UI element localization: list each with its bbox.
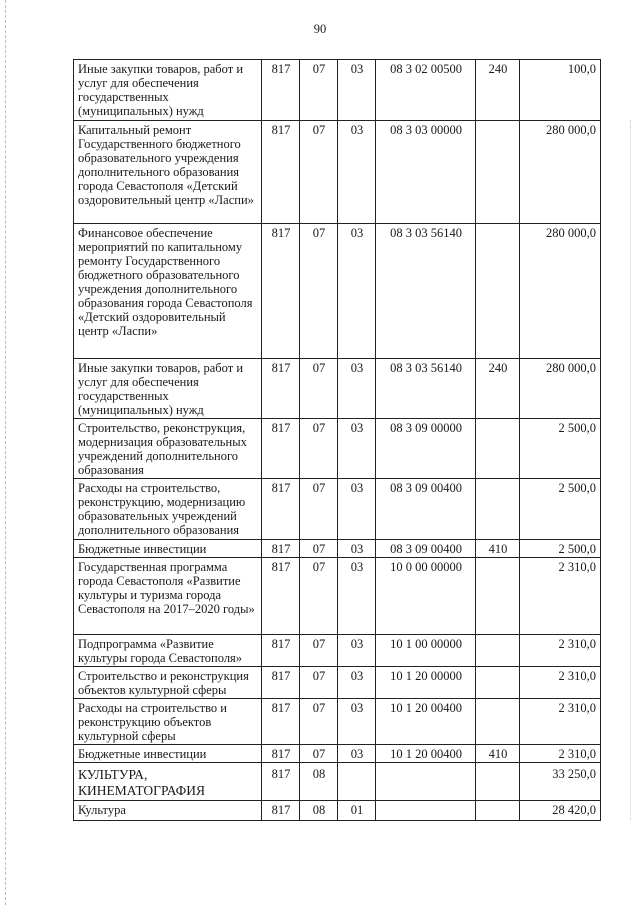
row-pr: 03 [338, 224, 376, 359]
row-csr: 08 3 09 00000 [376, 419, 476, 479]
row-vr: 410 [476, 745, 520, 763]
row-rz: 07 [300, 479, 338, 540]
row-csr: 08 3 09 00400 [376, 540, 476, 558]
row-name: Строительство и реконструкция объектов культурной сферы [74, 667, 262, 699]
row-vr [476, 801, 520, 821]
row-rz: 08 [300, 763, 338, 801]
row-ved: 817 [262, 558, 300, 635]
row-csr: 10 1 20 00400 [376, 745, 476, 763]
scan-edge-right [630, 120, 632, 820]
row-vr [476, 699, 520, 745]
row-vr [476, 763, 520, 801]
row-vr [476, 419, 520, 479]
row-vr [476, 121, 520, 224]
row-ved: 817 [262, 699, 300, 745]
row-name: Государственная программа города Севастополя «Развитие культуры и туризма города Севастополя на 2017–2020 годы» [74, 558, 262, 635]
row-vr: 240 [476, 359, 520, 419]
row-pr: 03 [338, 558, 376, 635]
row-rz: 07 [300, 745, 338, 763]
row-sum: 2 310,0 [520, 635, 601, 667]
row-ved: 817 [262, 224, 300, 359]
row-sum: 280 000,0 [520, 359, 601, 419]
row-pr: 01 [338, 801, 376, 821]
row-name: Иные закупки товаров, работ и услуг для обеспечения государственных (муниципальных) нужд [74, 60, 262, 121]
row-ved: 817 [262, 763, 300, 801]
row-name: Расходы на строительство, реконструкцию, модернизацию образовательных учреждений дополнительного образования [74, 479, 262, 540]
table-row [74, 359, 601, 419]
row-ved: 817 [262, 60, 300, 121]
row-name: КУЛЬТУРА, КИНЕМАТОГРАФИЯ [74, 763, 262, 801]
row-pr: 03 [338, 540, 376, 558]
row-ved: 817 [262, 801, 300, 821]
row-rz: 07 [300, 224, 338, 359]
row-pr: 03 [338, 121, 376, 224]
row-csr [376, 763, 476, 801]
row-csr: 08 3 03 00000 [376, 121, 476, 224]
row-rz: 07 [300, 635, 338, 667]
row-name: Культура [74, 801, 262, 821]
row-ved: 817 [262, 419, 300, 479]
row-rz: 07 [300, 667, 338, 699]
row-ved: 817 [262, 635, 300, 667]
row-name: Бюджетные инвестиции [74, 540, 262, 558]
row-pr: 03 [338, 60, 376, 121]
row-rz: 07 [300, 419, 338, 479]
row-sum: 100,0 [520, 60, 601, 121]
table-row [74, 121, 601, 224]
row-sum: 280 000,0 [520, 224, 601, 359]
row-rz: 07 [300, 60, 338, 121]
budget-table [73, 59, 601, 821]
table-row [74, 224, 601, 359]
row-name: Финансовое обеспечение мероприятий по капитальному ремонту Государственного бюджетного образовательного учреждения дополнительного образования города Севастополя «Детский оздоровительный центр «Ласпи» [74, 224, 262, 359]
row-sum: 2 310,0 [520, 745, 601, 763]
row-sum: 2 310,0 [520, 667, 601, 699]
row-name: Расходы на строительство и реконструкцию объектов культурной сферы [74, 699, 262, 745]
row-sum: 33 250,0 [520, 763, 601, 801]
row-csr: 10 1 20 00400 [376, 699, 476, 745]
row-name: Иные закупки товаров, работ и услуг для обеспечения государственных (муниципальных) нужд [74, 359, 262, 419]
row-pr: 03 [338, 419, 376, 479]
table-row [74, 479, 601, 540]
row-sum: 2 310,0 [520, 699, 601, 745]
row-name: Подпрограмма «Развитие культуры города Севастополя» [74, 635, 262, 667]
row-rz: 07 [300, 359, 338, 419]
row-name: Строительство, реконструкция, модернизация образовательных учреждений дополнительного образования [74, 419, 262, 479]
table-row [74, 745, 601, 763]
table-row [74, 60, 601, 121]
scan-edge-left [5, 0, 7, 905]
row-vr [476, 479, 520, 540]
row-rz: 07 [300, 699, 338, 745]
row-pr: 03 [338, 635, 376, 667]
row-pr: 03 [338, 745, 376, 763]
row-csr: 08 3 09 00400 [376, 479, 476, 540]
row-pr [338, 763, 376, 801]
row-sum: 2 500,0 [520, 419, 601, 479]
table-row [74, 763, 601, 801]
row-csr: 10 1 20 00000 [376, 667, 476, 699]
row-sum: 2 500,0 [520, 540, 601, 558]
row-rz: 07 [300, 121, 338, 224]
row-vr [476, 635, 520, 667]
row-csr: 08 3 03 56140 [376, 359, 476, 419]
row-rz: 07 [300, 540, 338, 558]
row-ved: 817 [262, 667, 300, 699]
row-pr: 03 [338, 699, 376, 745]
row-sum: 2 310,0 [520, 558, 601, 635]
row-csr: 10 0 00 00000 [376, 558, 476, 635]
page-number: 90 [313, 22, 327, 36]
row-ved: 817 [262, 121, 300, 224]
row-vr: 410 [476, 540, 520, 558]
row-pr: 03 [338, 359, 376, 419]
row-csr [376, 801, 476, 821]
table-row [74, 699, 601, 745]
row-pr: 03 [338, 479, 376, 540]
row-csr: 10 1 00 00000 [376, 635, 476, 667]
row-ved: 817 [262, 479, 300, 540]
table-row [74, 540, 601, 558]
row-name: Бюджетные инвестиции [74, 745, 262, 763]
row-pr: 03 [338, 667, 376, 699]
row-csr: 08 3 02 00500 [376, 60, 476, 121]
row-sum: 280 000,0 [520, 121, 601, 224]
row-vr [476, 224, 520, 359]
row-vr [476, 667, 520, 699]
row-rz: 08 [300, 801, 338, 821]
row-rz: 07 [300, 558, 338, 635]
table-row [74, 558, 601, 635]
row-vr: 240 [476, 60, 520, 121]
row-name: Капитальный ремонт Государственного бюджетного образовательного учреждения дополнительного образования города Севастополя «Детский оздоровительный центр «Ласпи» [74, 121, 262, 224]
row-ved: 817 [262, 359, 300, 419]
table-row [74, 635, 601, 667]
row-ved: 817 [262, 540, 300, 558]
table-row [74, 801, 601, 821]
table-row [74, 419, 601, 479]
row-csr: 08 3 03 56140 [376, 224, 476, 359]
row-sum: 28 420,0 [520, 801, 601, 821]
table-row [74, 667, 601, 699]
row-ved: 817 [262, 745, 300, 763]
row-sum: 2 500,0 [520, 479, 601, 540]
row-vr [476, 558, 520, 635]
